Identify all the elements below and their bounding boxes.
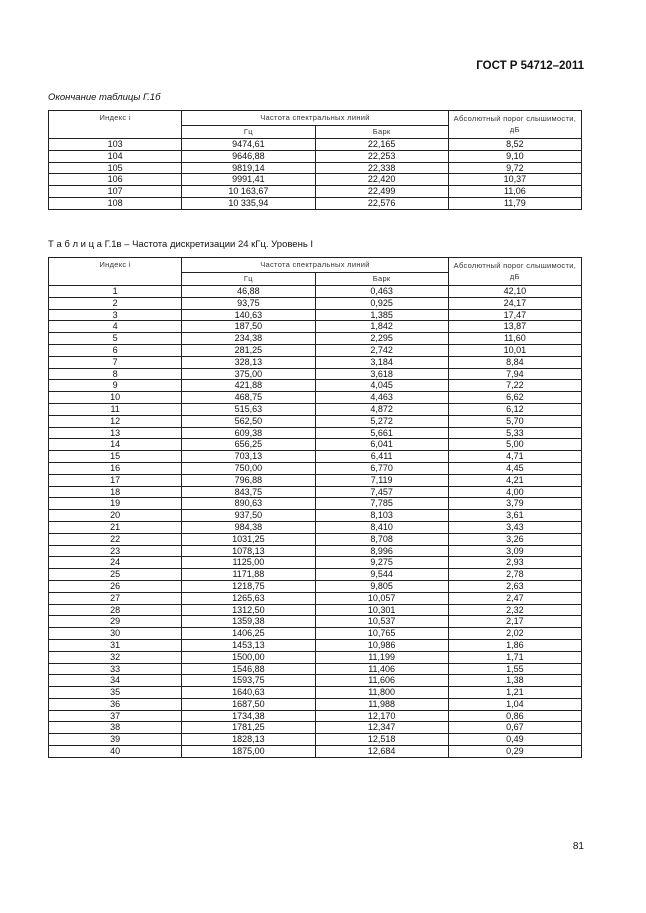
table1-body bbox=[49, 139, 582, 210]
index-cell: 9 bbox=[49, 380, 182, 392]
table2-header-index: Индекс i bbox=[49, 258, 182, 286]
bark-cell: 2,295 bbox=[315, 333, 448, 345]
bark-cell: 22,338 bbox=[315, 162, 448, 174]
table-row bbox=[49, 521, 582, 533]
table-row bbox=[49, 474, 582, 486]
threshold-cell: 7,22 bbox=[448, 380, 581, 392]
index-cell: 105 bbox=[49, 162, 182, 174]
hz-cell: 1500,00 bbox=[182, 651, 315, 663]
hz-cell: 1734,38 bbox=[182, 710, 315, 722]
hz-cell: 93,75 bbox=[182, 297, 315, 309]
index-cell: 19 bbox=[49, 498, 182, 510]
index-cell: 37 bbox=[49, 710, 182, 722]
threshold-cell: 0,49 bbox=[448, 734, 581, 746]
table-row bbox=[49, 651, 582, 663]
hz-cell: 1078,13 bbox=[182, 545, 315, 557]
index-cell: 8 bbox=[49, 368, 182, 380]
table-row bbox=[49, 321, 582, 333]
bark-cell: 11,988 bbox=[315, 698, 448, 710]
hz-cell: 1031,25 bbox=[182, 533, 315, 545]
index-cell: 6 bbox=[49, 344, 182, 356]
index-cell: 5 bbox=[49, 333, 182, 345]
threshold-cell: 1,38 bbox=[448, 675, 581, 687]
bark-cell: 8,410 bbox=[315, 521, 448, 533]
bark-cell: 11,406 bbox=[315, 663, 448, 675]
table1-header-bark: Барк bbox=[315, 126, 448, 139]
hz-cell: 1453,13 bbox=[182, 639, 315, 651]
table-row bbox=[49, 356, 582, 368]
index-cell: 38 bbox=[49, 722, 182, 734]
table-row bbox=[49, 687, 582, 699]
index-cell: 11 bbox=[49, 403, 182, 415]
threshold-cell: 2,02 bbox=[448, 628, 581, 640]
threshold-cell: 5,00 bbox=[448, 439, 581, 451]
table-row bbox=[49, 344, 582, 356]
threshold-cell: 11,79 bbox=[448, 197, 581, 209]
index-cell: 36 bbox=[49, 698, 182, 710]
hz-cell: 1828,13 bbox=[182, 734, 315, 746]
table1-header-threshold: Абсолютный порог слышимости, дБ bbox=[448, 111, 581, 139]
bark-cell: 4,463 bbox=[315, 392, 448, 404]
threshold-cell: 10,01 bbox=[448, 344, 581, 356]
threshold-cell: 9,72 bbox=[448, 162, 581, 174]
table-row bbox=[49, 403, 582, 415]
hz-cell: 890,63 bbox=[182, 498, 315, 510]
table-row bbox=[49, 746, 582, 758]
threshold-cell: 5,70 bbox=[448, 415, 581, 427]
index-cell: 106 bbox=[49, 174, 182, 186]
bark-cell: 8,708 bbox=[315, 533, 448, 545]
bark-cell: 1,842 bbox=[315, 321, 448, 333]
bark-cell: 2,742 bbox=[315, 344, 448, 356]
bark-cell: 12,684 bbox=[315, 746, 448, 758]
bark-cell: 4,872 bbox=[315, 403, 448, 415]
index-cell: 22 bbox=[49, 533, 182, 545]
index-cell: 7 bbox=[49, 356, 182, 368]
index-cell: 40 bbox=[49, 746, 182, 758]
threshold-cell: 3,26 bbox=[448, 533, 581, 545]
threshold-cell: 1,55 bbox=[448, 663, 581, 675]
bark-cell: 0,463 bbox=[315, 286, 448, 298]
table-row bbox=[49, 286, 582, 298]
table-row bbox=[49, 139, 582, 151]
index-cell: 14 bbox=[49, 439, 182, 451]
hz-cell: 1312,50 bbox=[182, 604, 315, 616]
threshold-cell: 4,71 bbox=[448, 451, 581, 463]
index-cell: 35 bbox=[49, 687, 182, 699]
table-row bbox=[49, 616, 582, 628]
table-row bbox=[49, 462, 582, 474]
table-row bbox=[49, 510, 582, 522]
table-row bbox=[49, 439, 582, 451]
table-row bbox=[49, 150, 582, 162]
hz-cell: 10 163,67 bbox=[182, 186, 315, 198]
bark-cell: 11,800 bbox=[315, 687, 448, 699]
table2-body bbox=[49, 286, 582, 758]
bark-cell: 3,184 bbox=[315, 356, 448, 368]
table2 bbox=[48, 257, 582, 758]
table-row bbox=[49, 580, 582, 592]
hz-cell: 10 335,94 bbox=[182, 197, 315, 209]
hz-cell: 1359,38 bbox=[182, 616, 315, 628]
table1 bbox=[48, 110, 582, 210]
bark-cell: 22,576 bbox=[315, 197, 448, 209]
hz-cell: 1265,63 bbox=[182, 592, 315, 604]
hz-cell: 140,63 bbox=[182, 309, 315, 321]
threshold-cell: 4,45 bbox=[448, 462, 581, 474]
table-row bbox=[49, 734, 582, 746]
index-cell: 17 bbox=[49, 474, 182, 486]
table-row bbox=[49, 392, 582, 404]
threshold-cell: 1,21 bbox=[448, 687, 581, 699]
index-cell: 32 bbox=[49, 651, 182, 663]
table-row bbox=[49, 592, 582, 604]
table-row bbox=[49, 427, 582, 439]
hz-cell: 1593,75 bbox=[182, 675, 315, 687]
hz-cell: 187,50 bbox=[182, 321, 315, 333]
bark-cell: 5,661 bbox=[315, 427, 448, 439]
hz-cell: 609,38 bbox=[182, 427, 315, 439]
table-row bbox=[49, 333, 582, 345]
table-row bbox=[49, 197, 582, 209]
table1-header-index: Индекс i bbox=[49, 111, 182, 139]
bark-cell: 7,119 bbox=[315, 474, 448, 486]
threshold-cell: 1,86 bbox=[448, 639, 581, 651]
hz-cell: 1406,25 bbox=[182, 628, 315, 640]
table2-header-threshold: Абсолютный порог слышимости, дБ bbox=[448, 258, 581, 286]
threshold-cell: 1,71 bbox=[448, 651, 581, 663]
table-row bbox=[49, 675, 582, 687]
hz-cell: 750,00 bbox=[182, 462, 315, 474]
hz-cell: 1218,75 bbox=[182, 580, 315, 592]
hz-cell: 9819,14 bbox=[182, 162, 315, 174]
hz-cell: 281,25 bbox=[182, 344, 315, 356]
index-cell: 104 bbox=[49, 150, 182, 162]
hz-cell: 515,63 bbox=[182, 403, 315, 415]
bark-cell: 22,420 bbox=[315, 174, 448, 186]
index-cell: 28 bbox=[49, 604, 182, 616]
index-cell: 39 bbox=[49, 734, 182, 746]
hz-cell: 46,88 bbox=[182, 286, 315, 298]
bark-cell: 10,986 bbox=[315, 639, 448, 651]
table1-header-hz: Гц bbox=[182, 126, 315, 139]
table-row bbox=[49, 498, 582, 510]
table-row bbox=[49, 639, 582, 651]
index-cell: 25 bbox=[49, 569, 182, 581]
index-cell: 1 bbox=[49, 286, 182, 298]
hz-cell: 9646,88 bbox=[182, 150, 315, 162]
bark-cell: 8,103 bbox=[315, 510, 448, 522]
table-row bbox=[49, 545, 582, 557]
hz-cell: 937,50 bbox=[182, 510, 315, 522]
threshold-cell: 1,04 bbox=[448, 698, 581, 710]
index-cell: 108 bbox=[49, 197, 182, 209]
threshold-cell: 3,79 bbox=[448, 498, 581, 510]
table-row bbox=[49, 297, 582, 309]
threshold-cell: 2,78 bbox=[448, 569, 581, 581]
page-number: 81 bbox=[572, 841, 584, 852]
threshold-cell: 0,67 bbox=[448, 722, 581, 734]
index-cell: 33 bbox=[49, 663, 182, 675]
bark-cell: 9,544 bbox=[315, 569, 448, 581]
bark-cell: 5,272 bbox=[315, 415, 448, 427]
table2-header-hz: Гц bbox=[182, 273, 315, 286]
index-cell: 21 bbox=[49, 521, 182, 533]
threshold-cell: 3,09 bbox=[448, 545, 581, 557]
hz-cell: 421,88 bbox=[182, 380, 315, 392]
threshold-cell: 5,33 bbox=[448, 427, 581, 439]
hz-cell: 1546,88 bbox=[182, 663, 315, 675]
bark-cell: 22,499 bbox=[315, 186, 448, 198]
hz-cell: 1171,88 bbox=[182, 569, 315, 581]
table-row bbox=[49, 368, 582, 380]
table-row bbox=[49, 722, 582, 734]
hz-cell: 234,38 bbox=[182, 333, 315, 345]
threshold-cell: 2,93 bbox=[448, 557, 581, 569]
table2-header-freq-group: Частота спектральных линий bbox=[182, 258, 449, 273]
hz-cell: 1125,00 bbox=[182, 557, 315, 569]
bark-cell: 22,253 bbox=[315, 150, 448, 162]
bark-cell: 0,925 bbox=[315, 297, 448, 309]
index-cell: 29 bbox=[49, 616, 182, 628]
bark-cell: 11,199 bbox=[315, 651, 448, 663]
threshold-cell: 11,06 bbox=[448, 186, 581, 198]
threshold-cell: 42,10 bbox=[448, 286, 581, 298]
bark-cell: 9,275 bbox=[315, 557, 448, 569]
index-cell: 4 bbox=[49, 321, 182, 333]
threshold-cell: 4,00 bbox=[448, 486, 581, 498]
table-row bbox=[49, 162, 582, 174]
hz-cell: 562,50 bbox=[182, 415, 315, 427]
threshold-cell: 6,62 bbox=[448, 392, 581, 404]
hz-cell: 984,38 bbox=[182, 521, 315, 533]
hz-cell: 796,88 bbox=[182, 474, 315, 486]
threshold-cell: 8,52 bbox=[448, 139, 581, 151]
table-row bbox=[49, 698, 582, 710]
table-row bbox=[49, 380, 582, 392]
bark-cell: 22,165 bbox=[315, 139, 448, 151]
table1-caption: Окончание таблицы Г.1б bbox=[48, 92, 161, 103]
bark-cell: 11,606 bbox=[315, 675, 448, 687]
table1-header-freq-group: Частота спектральных линий bbox=[182, 111, 449, 126]
table-row bbox=[49, 569, 582, 581]
index-cell: 10 bbox=[49, 392, 182, 404]
table-row bbox=[49, 663, 582, 675]
threshold-cell: 17,47 bbox=[448, 309, 581, 321]
bark-cell: 9,805 bbox=[315, 580, 448, 592]
threshold-cell: 8,84 bbox=[448, 356, 581, 368]
table2-caption: Т а б л и ц а Г.1в – Частота дискретизации 24 кГц. Уровень I bbox=[48, 239, 314, 250]
index-cell: 13 bbox=[49, 427, 182, 439]
threshold-cell: 9,10 bbox=[448, 150, 581, 162]
table-row bbox=[49, 174, 582, 186]
table-row bbox=[49, 486, 582, 498]
bark-cell: 7,457 bbox=[315, 486, 448, 498]
threshold-cell: 10,37 bbox=[448, 174, 581, 186]
table-row bbox=[49, 628, 582, 640]
hz-cell: 375,00 bbox=[182, 368, 315, 380]
hz-cell: 328,13 bbox=[182, 356, 315, 368]
bark-cell: 3,618 bbox=[315, 368, 448, 380]
threshold-cell: 2,32 bbox=[448, 604, 581, 616]
table-row bbox=[49, 557, 582, 569]
index-cell: 24 bbox=[49, 557, 182, 569]
index-cell: 27 bbox=[49, 592, 182, 604]
threshold-cell: 11,60 bbox=[448, 333, 581, 345]
hz-cell: 843,75 bbox=[182, 486, 315, 498]
threshold-cell: 24,17 bbox=[448, 297, 581, 309]
bark-cell: 10,057 bbox=[315, 592, 448, 604]
hz-cell: 703,13 bbox=[182, 451, 315, 463]
index-cell: 15 bbox=[49, 451, 182, 463]
threshold-cell: 13,87 bbox=[448, 321, 581, 333]
bark-cell: 6,411 bbox=[315, 451, 448, 463]
table-row bbox=[49, 309, 582, 321]
bark-cell: 8,996 bbox=[315, 545, 448, 557]
bark-cell: 7,785 bbox=[315, 498, 448, 510]
bark-cell: 10,301 bbox=[315, 604, 448, 616]
index-cell: 107 bbox=[49, 186, 182, 198]
threshold-cell: 2,47 bbox=[448, 592, 581, 604]
hz-cell: 656,25 bbox=[182, 439, 315, 451]
hz-cell: 468,75 bbox=[182, 392, 315, 404]
index-cell: 26 bbox=[49, 580, 182, 592]
table2-header-bark: Барк bbox=[315, 273, 448, 286]
index-cell: 16 bbox=[49, 462, 182, 474]
table-row bbox=[49, 451, 582, 463]
index-cell: 23 bbox=[49, 545, 182, 557]
bark-cell: 10,765 bbox=[315, 628, 448, 640]
index-cell: 31 bbox=[49, 639, 182, 651]
index-cell: 12 bbox=[49, 415, 182, 427]
threshold-cell: 0,29 bbox=[448, 746, 581, 758]
hz-cell: 9991,41 bbox=[182, 174, 315, 186]
bark-cell: 10,537 bbox=[315, 616, 448, 628]
table-row bbox=[49, 415, 582, 427]
bark-cell: 12,518 bbox=[315, 734, 448, 746]
threshold-cell: 2,63 bbox=[448, 580, 581, 592]
threshold-cell: 3,43 bbox=[448, 521, 581, 533]
index-cell: 34 bbox=[49, 675, 182, 687]
bark-cell: 6,770 bbox=[315, 462, 448, 474]
threshold-cell: 7,94 bbox=[448, 368, 581, 380]
index-cell: 3 bbox=[49, 309, 182, 321]
table-row bbox=[49, 604, 582, 616]
bark-cell: 6,041 bbox=[315, 439, 448, 451]
threshold-cell: 6,12 bbox=[448, 403, 581, 415]
threshold-cell: 2,17 bbox=[448, 616, 581, 628]
threshold-cell: 4,21 bbox=[448, 474, 581, 486]
hz-cell: 1640,63 bbox=[182, 687, 315, 699]
index-cell: 2 bbox=[49, 297, 182, 309]
hz-cell: 1875,00 bbox=[182, 746, 315, 758]
hz-cell: 1687,50 bbox=[182, 698, 315, 710]
hz-cell: 1781,25 bbox=[182, 722, 315, 734]
bark-cell: 4,045 bbox=[315, 380, 448, 392]
bark-cell: 12,347 bbox=[315, 722, 448, 734]
threshold-cell: 0,86 bbox=[448, 710, 581, 722]
bark-cell: 1,385 bbox=[315, 309, 448, 321]
table-row bbox=[49, 186, 582, 198]
threshold-cell: 3,61 bbox=[448, 510, 581, 522]
index-cell: 30 bbox=[49, 628, 182, 640]
document-standard-header: ГОСТ Р 54712–2011 bbox=[476, 60, 584, 72]
index-cell: 20 bbox=[49, 510, 182, 522]
index-cell: 103 bbox=[49, 139, 182, 151]
table-row bbox=[49, 710, 582, 722]
bark-cell: 12,170 bbox=[315, 710, 448, 722]
table-row bbox=[49, 533, 582, 545]
index-cell: 18 bbox=[49, 486, 182, 498]
hz-cell: 9474,61 bbox=[182, 139, 315, 151]
